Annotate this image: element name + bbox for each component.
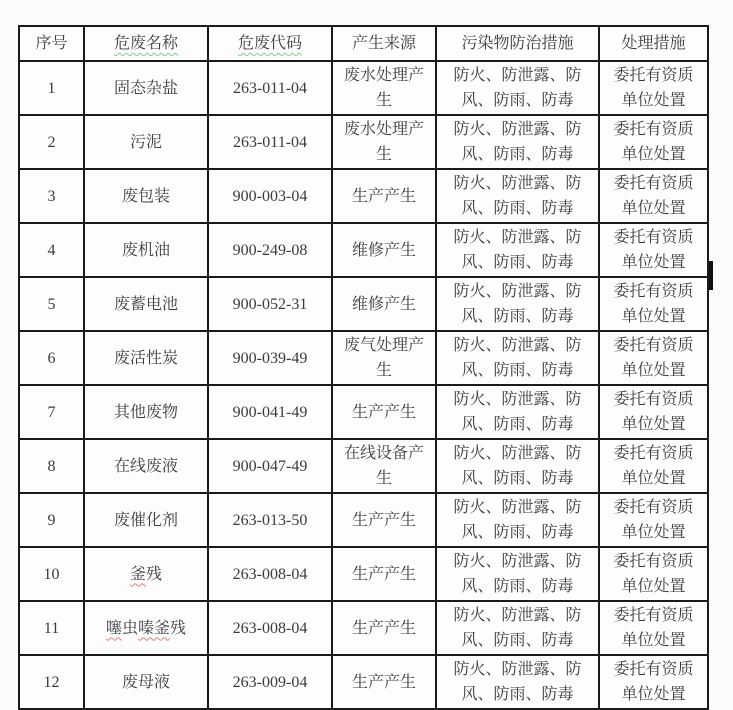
cell-prevention: 防火、防泄露、防 风、防雨、防毒 [436, 439, 599, 493]
cell-treatment: 委托有资质 单位处置 [599, 655, 708, 709]
cell-code: 900-047-49 [208, 439, 332, 493]
cell-treatment: 委托有资质 单位处置 [599, 61, 708, 115]
cell-code: 900-249-08 [208, 223, 332, 277]
hazardous-waste-table [18, 25, 709, 710]
header-label: 序号 [35, 35, 68, 52]
header-cell-name [84, 26, 208, 61]
cell-source: 废水处理产 生 [332, 61, 436, 115]
name-text: 残 [146, 565, 163, 583]
table-row [19, 493, 708, 547]
cell-no: 2 [19, 115, 84, 169]
cell-prevention: 防火、防泄露、防 风、防雨、防毒 [436, 169, 599, 223]
cell-no: 5 [19, 277, 84, 331]
cell-treatment: 委托有资质 单位处置 [599, 601, 708, 655]
table-row [19, 61, 708, 115]
name-text: 虫 [121, 619, 138, 637]
cell-no: 1 [19, 61, 84, 115]
cell-no: 11 [19, 601, 84, 655]
table-row [19, 277, 708, 331]
cell-prevention: 防火、防泄露、防 风、防雨、防毒 [436, 655, 599, 709]
cell-prevention: 防火、防泄露、防 风、防雨、防毒 [436, 493, 599, 547]
cell-source: 维修产生 [332, 223, 436, 277]
cell-name [84, 547, 208, 601]
cell-treatment: 委托有资质 单位处置 [599, 223, 708, 277]
table-row [19, 331, 708, 385]
cell-code: 900-003-04 [208, 169, 332, 223]
table-row [19, 439, 708, 493]
cell-name: 废催化剂 [84, 493, 208, 547]
header-label: 产生来源 [351, 35, 416, 52]
cell-no: 10 [19, 547, 84, 601]
cell-no: 6 [19, 331, 84, 385]
header-label: 污染物防治措施 [461, 35, 574, 52]
cell-source: 生产产生 [332, 169, 436, 223]
cell-source: 在线设备产 生 [332, 439, 436, 493]
cell-code: 900-041-49 [208, 385, 332, 439]
cell-name [84, 601, 208, 655]
cell-treatment: 委托有资质 单位处置 [599, 439, 708, 493]
misspelled-text: 噻 [105, 619, 122, 637]
cell-no: 9 [19, 493, 84, 547]
table-row [19, 169, 708, 223]
cell-name: 废包装 [84, 169, 208, 223]
cell-name: 废活性炭 [84, 331, 208, 385]
cell-prevention: 防火、防泄露、防 风、防雨、防毒 [436, 601, 599, 655]
cell-code: 900-052-31 [208, 277, 332, 331]
change-bar-mark [709, 261, 713, 290]
table-row [19, 655, 708, 709]
cell-source: 废水处理产 生 [332, 115, 436, 169]
cell-name: 废蓄电池 [84, 277, 208, 331]
cell-treatment: 委托有资质 单位处置 [599, 277, 708, 331]
cell-code: 900-039-49 [208, 331, 332, 385]
cell-treatment: 委托有资质 单位处置 [599, 169, 708, 223]
cell-treatment: 委托有资质 单位处置 [599, 547, 708, 601]
cell-treatment: 委托有资质 单位处置 [599, 385, 708, 439]
cell-no: 4 [19, 223, 84, 277]
header-row [19, 26, 708, 61]
cell-prevention: 防火、防泄露、防 风、防雨、防毒 [436, 547, 599, 601]
cell-code: 263-011-04 [208, 115, 332, 169]
table-row [19, 601, 708, 655]
cell-prevention: 防火、防泄露、防 风、防雨、防毒 [436, 277, 599, 331]
misspelled-text: 嗪釜 [138, 619, 171, 637]
header-label: 危废代码 [237, 35, 302, 52]
cell-code: 263-009-04 [208, 655, 332, 709]
header-label: 处理措施 [621, 35, 686, 52]
cell-code: 263-008-04 [208, 601, 332, 655]
cell-no: 3 [19, 169, 84, 223]
cell-code: 263-008-04 [208, 547, 332, 601]
table-row [19, 223, 708, 277]
cell-prevention: 防火、防泄露、防 风、防雨、防毒 [436, 61, 599, 115]
cell-no: 12 [19, 655, 84, 709]
cell-treatment: 委托有资质 单位处置 [599, 115, 708, 169]
cell-prevention: 防火、防泄露、防 风、防雨、防毒 [436, 115, 599, 169]
cell-source: 生产产生 [332, 655, 436, 709]
misspelled-text: 釜 [129, 565, 146, 583]
header-cell-prevention [436, 26, 599, 61]
header-cell-code [208, 26, 332, 61]
cell-code: 263-013-50 [208, 493, 332, 547]
name-text: 残 [170, 619, 187, 637]
table-header [19, 26, 708, 61]
cell-treatment: 委托有资质 单位处置 [599, 331, 708, 385]
cell-prevention: 防火、防泄露、防 风、防雨、防毒 [436, 223, 599, 277]
header-label: 危废名称 [113, 35, 178, 52]
cell-source: 生产产生 [332, 601, 436, 655]
cell-source: 废气处理产 生 [332, 331, 436, 385]
header-cell-source [332, 26, 436, 61]
cell-name: 废母液 [84, 655, 208, 709]
cell-name: 废机油 [84, 223, 208, 277]
cell-source: 维修产生 [332, 277, 436, 331]
cell-name: 在线废液 [84, 439, 208, 493]
cell-prevention: 防火、防泄露、防 风、防雨、防毒 [436, 385, 599, 439]
cell-treatment: 委托有资质 单位处置 [599, 493, 708, 547]
header-cell-no [19, 26, 84, 61]
cell-name: 固态杂盐 [84, 61, 208, 115]
cell-name: 其他废物 [84, 385, 208, 439]
cell-source: 生产产生 [332, 385, 436, 439]
table-body [19, 61, 708, 709]
cell-name: 污泥 [84, 115, 208, 169]
cell-code: 263-011-04 [208, 61, 332, 115]
cell-source: 生产产生 [332, 547, 436, 601]
cell-prevention: 防火、防泄露、防 风、防雨、防毒 [436, 331, 599, 385]
table-row [19, 115, 708, 169]
table-row [19, 385, 708, 439]
cell-source: 生产产生 [332, 493, 436, 547]
cell-no: 8 [19, 439, 84, 493]
table-row [19, 547, 708, 601]
cell-no: 7 [19, 385, 84, 439]
header-cell-treatment [599, 26, 708, 61]
